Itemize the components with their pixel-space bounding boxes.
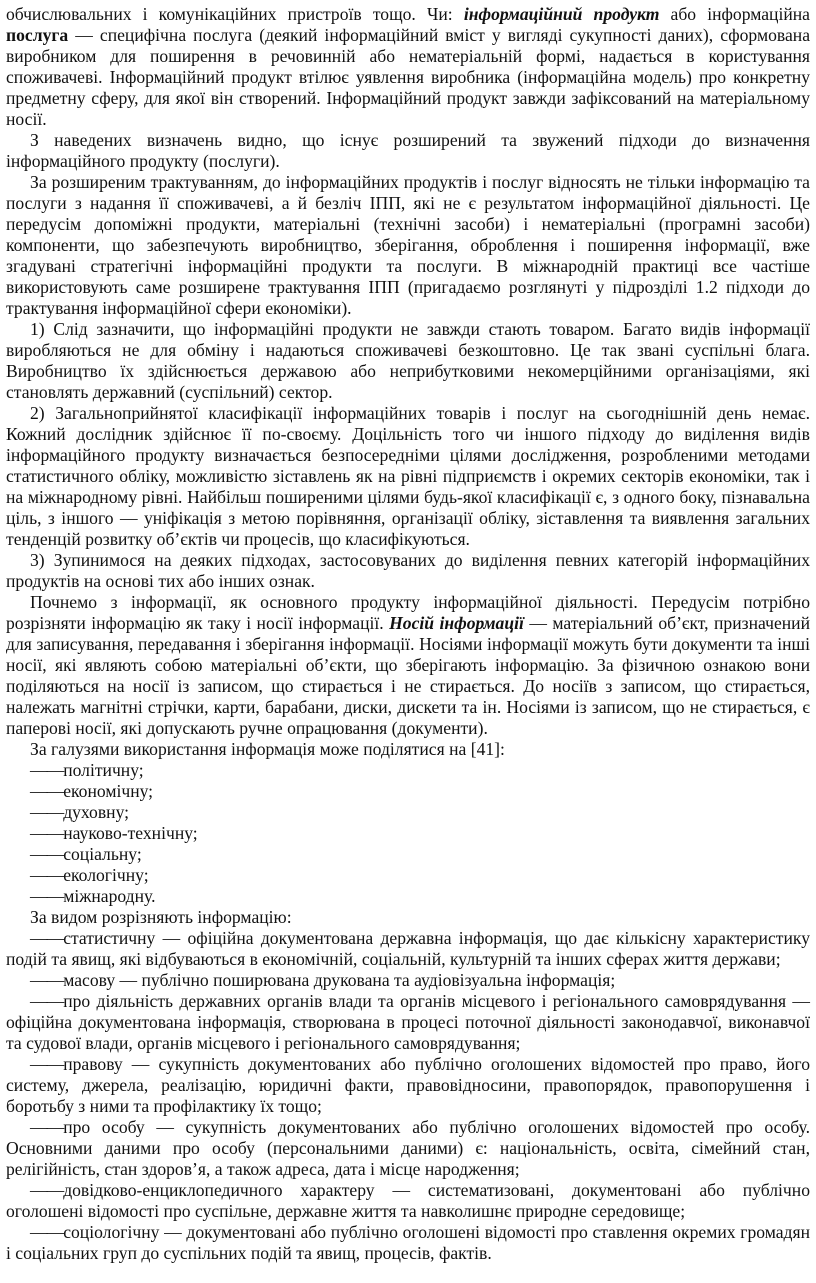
text-run: — матеріальний об’єкт, призначений для записування, передавання і зберігання інформації. Носіями інформації можуть бути документи та інші носії, які являють собою матеріальні об’єкти, що зберігають інформацію. За фізичною ознакою вони поділяються на носії із записом, що стирається і не стирається. До носіїв з записом, що стирається, належать магнітні стрічки, карти, барабани, диски, дискети та ін. Носіями із записом, що не стирається, є паперові носії, які допускають ручне опрацювання (документи). bbox=[6, 613, 810, 738]
dash-bullet: —— bbox=[30, 970, 64, 990]
list-item-text: політичну; bbox=[63, 760, 144, 780]
list-item bbox=[6, 1054, 810, 1117]
list-item bbox=[6, 865, 810, 886]
list-item-text: довідково-енциклопедичного характеру — систематизовані, документовані або публічно оголошені відомості про суспільне, державне життя та навколишнє природне середовище; bbox=[6, 1180, 810, 1221]
dash-bullet: —— bbox=[30, 760, 64, 780]
text-run: або інформаційна bbox=[659, 4, 810, 24]
text-run: Почнемо з інформації, як основного продукту інформаційної діяльності. Передусім потрібно розрізняти інформацію як таку і носії інформації. bbox=[6, 592, 810, 633]
dash-bullet: —— bbox=[30, 802, 64, 822]
list-item bbox=[6, 1180, 810, 1222]
list-item bbox=[6, 781, 810, 802]
list-item-text: масову — публічно поширювана друкована та аудіовізуальна інформація; bbox=[63, 970, 616, 990]
paragraph-types-intro: За видом розрізняють інформацію: bbox=[30, 907, 292, 927]
list-item-text: міжнародну. bbox=[63, 886, 156, 906]
dash-bullet: —— bbox=[30, 1054, 64, 1074]
list-item bbox=[6, 1222, 810, 1264]
list-item bbox=[6, 886, 810, 907]
text-run: обчислювальних і комунікаційних пристроїв тощо. Чи: bbox=[6, 4, 464, 24]
paragraph-definition bbox=[6, 4, 810, 130]
list-item-text: правову — сукупність документованих або публічно оголошених відомостей про право, його систему, джерела, реалізацію, юридичні факти, правовідносини, правопорядок, правопорушення і боротьбу з ними та профілактику їх тощо; bbox=[6, 1054, 810, 1116]
list-item bbox=[6, 991, 810, 1054]
list-item bbox=[6, 928, 810, 970]
paragraph-information-carriers bbox=[6, 592, 810, 739]
paragraph-point-3: 3) Зупинимося на деяких підходах, застосовуваних до виділення певних категорій інформаційних продуктів на основі тих або інших ознак. bbox=[6, 550, 810, 591]
dash-bullet: —— bbox=[30, 865, 64, 885]
dash-bullet: —— bbox=[30, 1117, 64, 1137]
list-item bbox=[6, 844, 810, 865]
list-branches bbox=[6, 760, 810, 907]
list-item-text: екологічну; bbox=[63, 865, 149, 885]
dash-bullet: —— bbox=[30, 823, 64, 843]
list-item-text: соціологічну — документовані або публічно оголошені відомості про ставлення окремих громадян і соціальних груп до суспільних подій та явищ, процесів, фактів. bbox=[6, 1222, 810, 1263]
dash-bullet: —— bbox=[30, 844, 64, 864]
list-item-text: статистичну — офіційна документована державна інформація, що дає кількісну характеристику подій та явищ, які відбуваються в економічній, соціальній, культурній та інших сферах життя держави; bbox=[6, 928, 810, 969]
paragraph-extended-interpretation: За розширеним трактуванням, до інформаційних продуктів і послуг відносять не тільки інформацію та послуги з надання її споживачеві, а й безліч ІПП, які не є результатом інформаційної діяльності. Це передусім допоміжні продукти, матеріальні (технічні засоби) і нематеріальні (програмні засоби) компоненти, що забезпечують виробництво, зберігання, оброблення і поширення інформації, вже згадувані стратегічні інформаційні продукти та послуги. В міжнародній практиці все частіше використовують саме розширене трактування ІПП (пригадаємо розглянуті у підрозділі 1.2 підходи до трактування інформаційної сфери економіки). bbox=[6, 172, 810, 318]
text-run: — специфічна послуга (деякий інформаційний вміст у вигляді сукупності даних), сформована виробником для поширення в речовинній або нематеріальній формі, надається в користування споживачеві. Інформаційний продукт втілює уявлення виробника (інформаційна модель) про конкретну предметну сферу, для якої він створений. Інформаційний продукт завжди зафіксований на матеріальному носії. bbox=[6, 25, 810, 129]
list-item-text: про особу — сукупність документованих або публічно оголошених відомостей про особу. Основними даними про особу (персональними даними) є: національність, освіта, сімейний стан, релігійність, стан здоров’я, а також адреса, дата і місце народження; bbox=[6, 1117, 810, 1179]
list-item bbox=[6, 760, 810, 781]
paragraph-point-2: 2) Загальноприйнятої класифікації інформаційних товарів і послуг на сьогоднішній день немає. Кожний дослідник здійснює її по-своєму. Доцільність того чи іншого підходу до виділення видів інформаційного продукту визначається безпосередніми цілями дослідження, розробленими методами статистичного обліку, можливістю зіставлень як на рівні підприємств і окремих секторів економіки, так і на міжнародному рівні. Найбільш поширеними цілями будь-якої класифікації є, з одного боку, пізнавальна ціль, з іншого — уніфікація з метою порівняння, організації обліку, зіставлення та виявлення загальних тенденцій розвитку об’єктів чи процесів, що класифікуються. bbox=[6, 403, 810, 549]
dash-bullet: —— bbox=[30, 781, 64, 801]
list-item-text: соціальну; bbox=[63, 844, 142, 864]
dash-bullet: —— bbox=[30, 1180, 64, 1200]
paragraph-point-1: 1) Слід зазначити, що інформаційні продукти не завжди стають товаром. Багато видів інформації виробляються не для обміну і надаються споживачеві безкоштовно. Це так звані суспільні блага. Виробництво їх здійснюється державою або неприбутковими некомерційними організаціями, які становлять державний (суспільний) сектор. bbox=[6, 319, 810, 402]
list-item-text: духовну; bbox=[63, 802, 130, 822]
term-service: послуга bbox=[6, 25, 69, 45]
list-item bbox=[6, 802, 810, 823]
paragraph-approaches: З наведених визначень видно, що існує розширений та звужений підходи до визначення інформаційного продукту (послуги). bbox=[6, 130, 810, 171]
dash-bullet: —— bbox=[30, 991, 64, 1011]
list-item bbox=[6, 1117, 810, 1180]
list-item-text: науково-технічну; bbox=[63, 823, 198, 843]
list-item-text: економічну; bbox=[63, 781, 154, 801]
term-information-product: інформаційний продукт bbox=[463, 4, 660, 24]
dash-bullet: —— bbox=[30, 886, 64, 906]
list-types bbox=[6, 928, 810, 1264]
dash-bullet: —— bbox=[30, 1222, 64, 1242]
term-information-carrier: Носій інформації bbox=[389, 613, 524, 633]
paragraph-branches-intro: За галузями використання інформація може поділятися на [41]: bbox=[30, 739, 505, 759]
list-item bbox=[6, 970, 810, 991]
list-item-text: про діяльність державних органів влади та органів місцевого і регіонального самоврядування — офіційна документована інформація, створювана в процесі поточної діяльності законодавчої, виконавчої та судової влади, органів місцевого і регіонального самоврядування; bbox=[6, 991, 810, 1053]
dash-bullet: —— bbox=[30, 928, 64, 948]
list-item bbox=[6, 823, 810, 844]
